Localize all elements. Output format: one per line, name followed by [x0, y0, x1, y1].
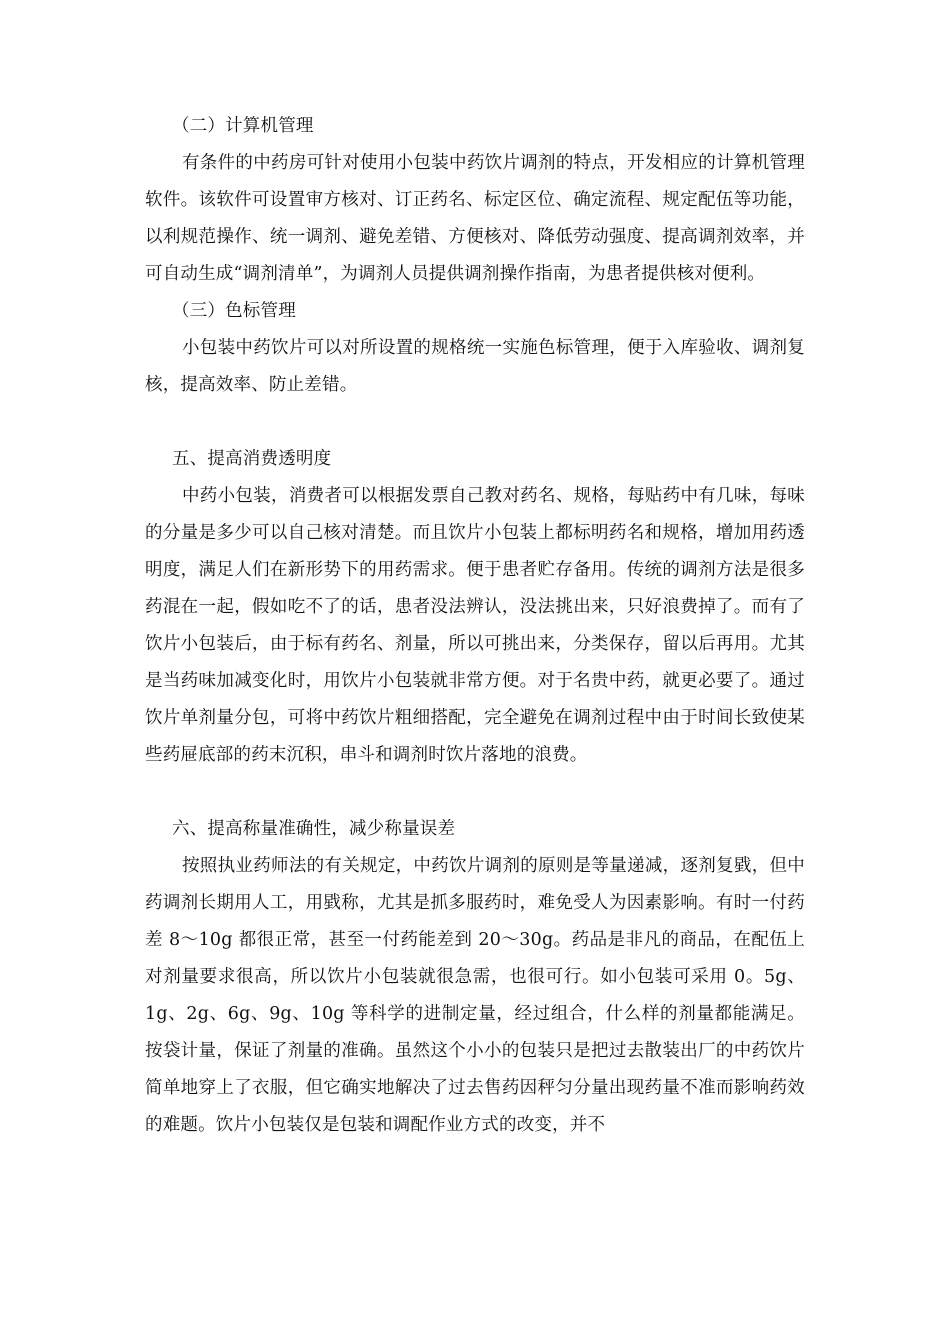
section-heading-transparency: 五、提高消费透明度 [172, 449, 332, 469]
document-body [145, 108, 805, 1144]
paragraph-weighing-accuracy: 按照执业药师法的有关规定，中药饮片调剂的原则是等量递减，逐剂复戥，但中药调剂长期用人工，用戥称，尤其是抓多服药时，难免受人为因素影响。有时一付药差 8～10g 都很正常，甚至一付药能差到 20～30g。药品是非凡的商品，在配伍上对剂量要求很高，所以饮片小包装就很急需，也很可行。如小包装可采用 0。5g、1g、2g、6g、9g、10g 等科学的进制定量，经过组合，什么样的剂量都能满足。按袋计量，保证了剂量的准确。虽然这个小小的包装只是把过去散装出厂的中药饮片简单地穿上了衣服，但它确实地解决了过去售药因秤匀分量出现药量不准而影响药效的难题。饮片小包装仅是包装和调配作业方式的改变，并不 [145, 856, 805, 1135]
section-spacer [145, 774, 805, 811]
section-heading-computer-management: （二）计算机管理 [172, 116, 314, 136]
section-heading-color-label-management: （三）色标管理 [172, 301, 296, 321]
paragraph-transparency: 中药小包装，消费者可以根据发票自己教对药名、规格，每贴药中有几味，每味的分量是多少可以自己核对清楚。而且饮片小包装上都标明药名和规格，增加用药透明度，满足人们在新形势下的用药需求。便于患者贮存备用。传统的调剂方法是很多药混在一起，假如吃不了的话，患者没法辨认，没法挑出来，只好浪费掉了。而有了饮片小包装后，由于标有药名、剂量，所以可挑出来，分类保存，留以后再用。尤其是当药味加减变化时，用饮片小包装就非常方便。对于名贵中药，就更必要了。通过饮片单剂量分包，可将中药饮片粗细搭配，完全避免在调剂过程中由于时间长致使某些药屉底部的药末沉积，串斗和调剂时饮片落地的浪费。 [145, 486, 805, 765]
paragraph-color-label-management: 小包装中药饮片可以对所设置的规格统一实施色标管理，便于入库验收、调剂复核，提高效率、防止差错。 [145, 338, 805, 395]
section-spacer [145, 404, 805, 441]
section-heading-weighing-accuracy: 六、提高称量准确性，减少称量误差 [172, 819, 456, 839]
paragraph-computer-management: 有条件的中药房可针对使用小包装中药饮片调剂的特点，开发相应的计算机管理软件。该软件可设置审方核对、订正药名、标定区位、确定流程、规定配伍等功能，以利规范操作、统一调剂、避免差错、方便核对、降低劳动强度、提高调剂效率，并可自动生成“调剂清单”，为调剂人员提供调剂操作指南，为患者提供核对便利。 [145, 153, 805, 284]
